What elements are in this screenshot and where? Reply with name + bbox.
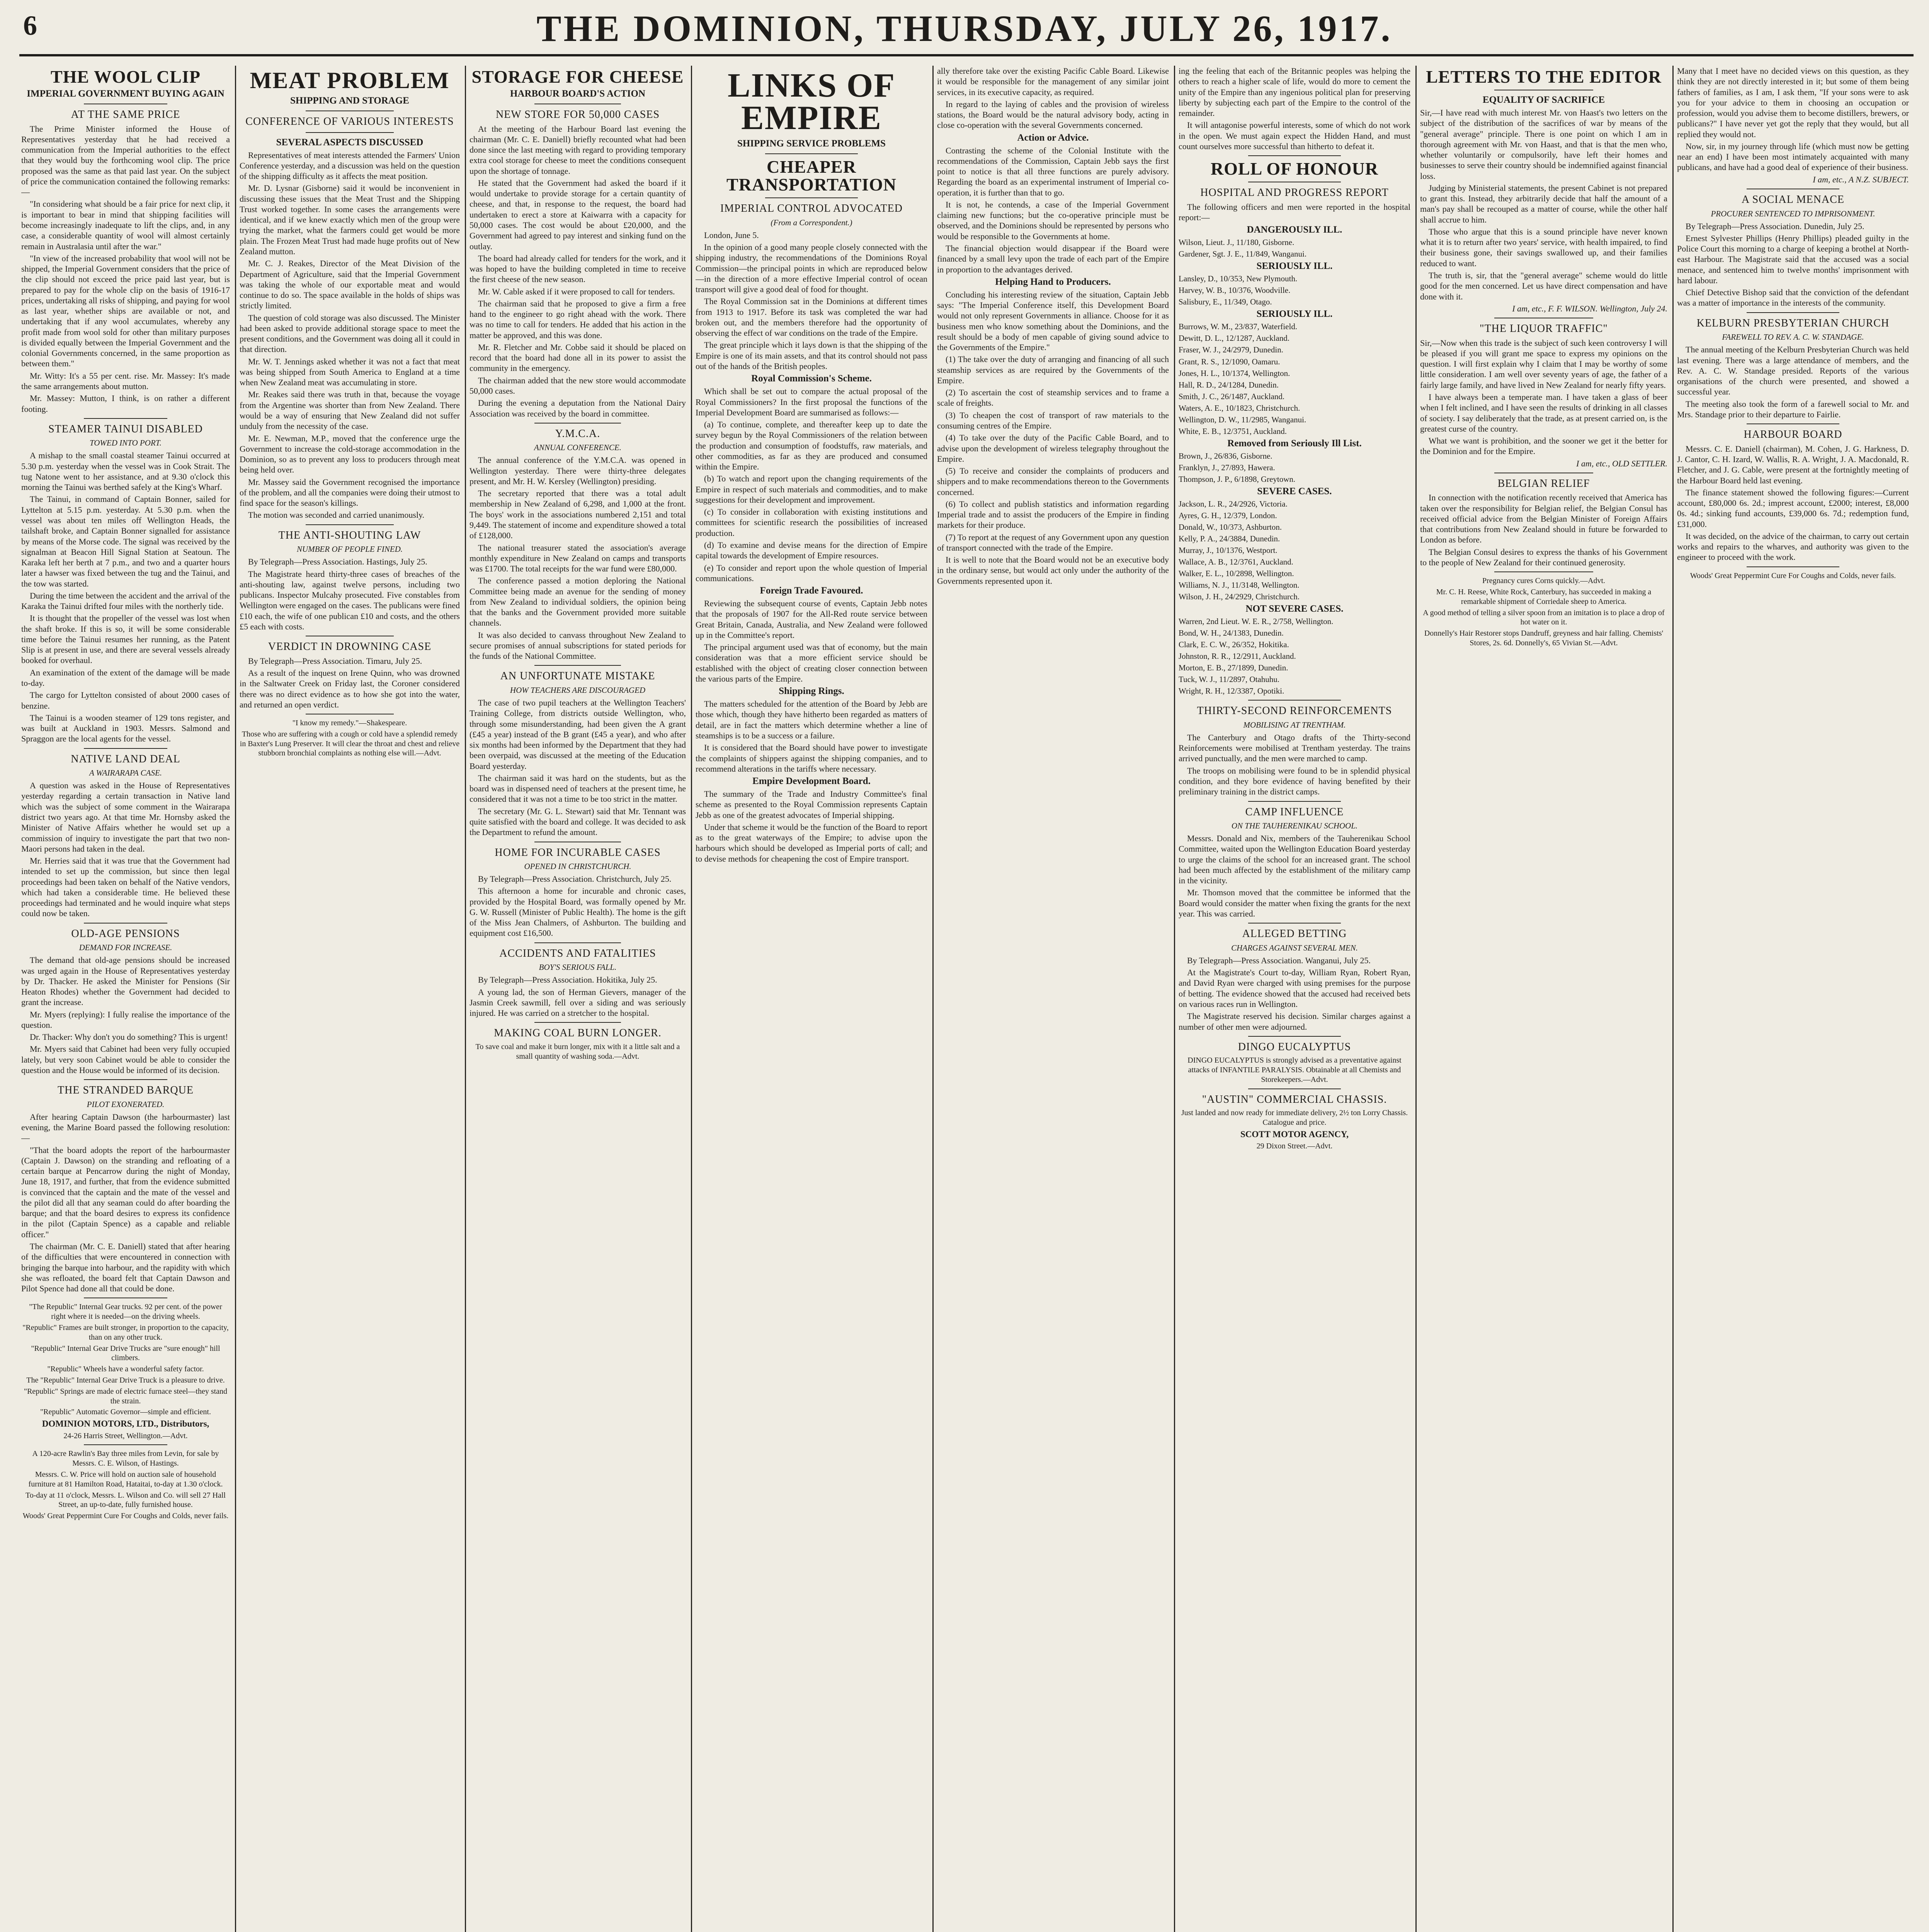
paragraph: An examination of the extent of the damage will be made to-day. (21, 667, 230, 688)
section-heading: STEAMER TAINUI DISABLED (48, 423, 203, 435)
list-item: Franklyn, J., 27/893, Hawera. (1179, 463, 1275, 472)
paragraph: By Telegraph—Press Association. Hokitika, July 25. (478, 975, 657, 985)
paragraph: Messrs. Donald and Nix, members of the Tauherenikau School Committee, waited upon the Wellington Education Board yesterday to urge the claims of the school for an increased grant. The school had been much affected by the establishment of the military camp in the vicinity. (1179, 833, 1410, 886)
headline: CHEAPER TRANSPORTATION (726, 157, 897, 195)
paragraph: The Tainui, in command of Captain Bonner, sailed for Lyttelton at 5.15 p.m. yesterday. At 5.30 p.m. when the vessel was about ten miles off Wellington Heads, the tailshaft broke, and Captain Bonner signalled for assistance by means of the Morse code. The signal was received by the signalman at Beacon Hill Signal Station at Seatoun. The Karaka left her berth at 7 p.m., and two and a quarter hours later a hawser was fixed between the tug and the Tainui, and the tow was started. (21, 494, 230, 588)
paragraph: It was decided, on the advice of the chairman, to carry out certain works and repairs to the wharves, and authority was given to the engineer to proceed with the work. (1677, 531, 1909, 562)
paragraph: Under that scheme it would be the function of the Board to report as to the great waterways of the Empire; to advise upon the harbours which should be developed as Imperial ports of call; and to devise methods for cheapening the cost of Empire transport. (696, 822, 927, 864)
rule (84, 1079, 167, 1080)
advertisement: Those who are suffering with a cough or cold have a splendid remedy in Baxter's Lung Preserver. It will clear the throat and chest and relieve stubborn bronchial complaints as nothing else will.—Advt. (240, 730, 460, 758)
paragraph: Mr. Myers said that Cabinet had been very fully occupied lately, but very soon Cabinet would be able to consider the question and the House would be informed of its decision. (21, 1044, 230, 1075)
section-heading: NEW STORE FOR 50,000 CASES (495, 109, 660, 121)
rule (306, 524, 394, 525)
rule (84, 748, 167, 749)
rule (765, 153, 858, 154)
paragraph: (3) To cheapen the cost of transport of raw materials to the consuming centres of the Empire. (937, 410, 1169, 430)
signature: I am, etc., F. F. WILSON. Wellington, July 24. (1512, 303, 1667, 313)
headline: STORAGE FOR CHEESE (471, 67, 684, 87)
rule (1494, 571, 1593, 572)
column-2 (240, 66, 460, 1932)
subheading: Action or Advice. (1017, 132, 1089, 143)
advertisement: To-day at 11 o'clock, Messrs. L. Wilson and Co. will sell 27 Hall Street, an up-to-date, fully furnished house. (26, 1491, 226, 1509)
list-item: Wright, R. H., 12/3387, Opotiki. (1179, 686, 1284, 696)
paragraph: Mr. D. Lysnar (Gisborne) said it would be inconvenient in discussing these issues that the Meat Trust and the Shipping Trust worked together. In some cases the arrangements were identical, and if we knew exactly which men of the group were trying the market, what the farmers could get would be more plain. The Frozen Meat Trust had made huge profits out of New Zealand mutton. (240, 183, 460, 256)
paragraph: Mr. Massey: Mutton, I think, is on rather a different footing. (21, 393, 230, 414)
headline: MEAT PROBLEM (250, 68, 450, 93)
list-item: Kelly, P. A., 24/3884, Dunedin. (1179, 534, 1280, 543)
advertisement: "Republic" Internal Gear Drive Trucks are "sure enough" hill climbers. (31, 1344, 220, 1362)
paragraph: By Telegraph—Press Association. Hastings, July 25. (248, 557, 427, 567)
list-item: Wallace, A. B., 12/3761, Auckland. (1179, 557, 1293, 566)
rule (534, 942, 621, 943)
paragraph: A mishap to the small coastal steamer Tainui occurred at 5.30 p.m. yesterday when the vessel was in Cook Strait. The tug Natone went to her assistance, and at 9.30 o'clock this morning the Tainui was berthed safely at the King's Wharf. (21, 451, 230, 492)
paragraph: Mr. Massey said the Government recognised the importance of the problem, and all the companies were doing their utmost to find space for the season's killings. (240, 477, 460, 508)
list-item: Brown, J., 26/836, Gisborne. (1179, 451, 1272, 461)
section-heading: "AUSTIN" COMMERCIAL CHASSIS. (1202, 1093, 1387, 1105)
list-item: Burrows, W. M., 23/837, Waterfield. (1179, 322, 1298, 332)
paragraph: Representatives of meat interests attended the Farmers' Union Conference yesterday, and a discussion was held on the question of the shipping difficulty as it affects the meat position. (240, 150, 460, 181)
subheading: HARBOUR BOARD'S ACTION (510, 88, 646, 99)
paragraph: (2) To ascertain the cost of steamship services and to frame a scale of freights. (937, 388, 1169, 408)
subheading: EQUALITY OF SACRIFICE (1482, 95, 1605, 105)
advertisement: 29 Dixon Street.—Advt. (1256, 1142, 1333, 1151)
paragraph: Mr. W. Cable asked if it were proposed to call for tenders. (478, 286, 675, 296)
section-heading: HARBOUR BOARD (1744, 429, 1842, 441)
paragraph: (c) To consider in collaboration with existing institutions and committees for scientific research the possibilities of increased production. (696, 507, 927, 538)
paragraph: I have always been a temperate man. I have taken a glass of beer when I felt inclined, and I have seen the results of drinking in all classes of society. I say deliberately that the trade, as at present carried on, is the greatest curse of the country. (1420, 392, 1667, 434)
paragraph: In regard to the laying of cables and the provision of wireless stations, the Board would be the natural advisory body, acting in close co-operation with the several Governments concerned. (937, 99, 1169, 130)
dateline: PROCURER SENTENCED TO IMPRISONMENT. (1711, 209, 1875, 218)
advertisement: Woods' Great Peppermint Cure For Coughs and Colds, never fails. (1690, 571, 1896, 580)
section-heading: THE STRANDED BARQUE (58, 1084, 194, 1097)
paragraph: The summary of the Trade and Industry Committee's final scheme as presented to the Royal Commission represents Captain Jebb as one of the greatest advocates of Imperial shipping. (696, 789, 927, 820)
list-item: Johnston, R. R., 12/2911, Auckland. (1179, 651, 1296, 661)
rule (306, 132, 394, 133)
paragraph: Mr. Reakes said there was truth in that, because the voyage from the Argentine was shorter than from New Zealand. There would be a way of ensuring that New Zealand did not suffer unduly from the necessity of the case. (240, 389, 460, 431)
dateline: FAREWELL TO REV. A. C. W. STANDAGE. (1722, 332, 1864, 342)
subheading: NOT SEVERE CASES. (1245, 604, 1344, 614)
section-heading: NATIVE LAND DEAL (71, 753, 180, 765)
dateline: DEMAND FOR INCREASE. (79, 943, 172, 952)
headline: ROLL OF HONOUR (1211, 159, 1378, 179)
paragraph: He stated that the Government had asked the board if it would undertake to provide storage for a certain quantity of cheese, and that, in response to the request, the board had undertaken to erect a store at Kaiwarra with a capacity for 50,000 cases. The cost would be about £20,000, and the Government had agreed to pay interest and sinking fund on the outlay. (469, 178, 686, 251)
paragraph: Mr. Herries said that it was true that the Government had intended to set up the commission, but since then legal proceedings had been taken on behalf of the Native vendors, which had taken a considerable time. He believed these proceedings had terminated and he would inquire what steps could now be taken. (21, 856, 230, 918)
dateline: CHARGES AGAINST SEVERAL MEN. (1231, 943, 1358, 952)
section-heading: "THE LIQUOR TRAFFIC" (1480, 323, 1608, 335)
rule (1747, 423, 1839, 424)
paragraph: Mr. R. Fletcher and Mr. Cobbe said it should be placed on record that the board had done all in its power to assist the community in the emergency. (469, 342, 686, 373)
paragraph: The Belgian Consul desires to express the thanks of his Government to the people of New Zealand for their continued generosity. (1420, 547, 1667, 568)
subheading: Foreign Trade Favoured. (760, 585, 863, 596)
section-heading: AT THE SAME PRICE (71, 109, 180, 121)
rule (534, 665, 621, 666)
rule (1248, 155, 1341, 156)
paragraph: The case of two pupil teachers at the Wellington Teachers' Training College, from districts outside Wellington, who, through some misunderstanding, had been given the A grant (£45 a year) instead of the B grant (£45 a year), and who after six months had been informed by the Department that they had been overpaid, was discussed at the meeting of the Education Board yesterday. (469, 698, 686, 771)
subheading: Empire Development Board. (752, 776, 871, 787)
paragraph: The annual meeting of the Kelburn Presbyterian Church was held last evening. There was a large attendance of members, and the Rev. A. C. W. Standage presided. Reports of the various organisations of the church were presented, and showed a successful year. (1677, 345, 1909, 397)
rule (84, 1444, 167, 1445)
paragraph: Which shall be set out to compare the actual proposal of the Royal Commissioners? In the first proposal the functions of the Imperial Development Board are summarised as follows:— (696, 386, 927, 417)
paragraph: "In view of the increased probability that wool will not be shipped, the Imperial Government considers that the price of the clip should not exceed the price paid last year, but is prepared to pay for the whole clip on the basis of 1916-17 prices, undertaking all risks of shipping, and paying for wool as last year, whether ships are available or not, and undertaking that if any wool accumulates, whereby any profit made from wool sold for other than military purposes is divided equally between the Imperial Government and the colonial Governments concerned, in the same proportion as between them." (21, 253, 230, 369)
column-divider (932, 66, 934, 1932)
paragraph: Mr. E. Newman, M.P., moved that the conference urge the Government to increase the cold-storage accommodation in the Dominion, so as to prevent any loss to producers through meat being held over. (240, 433, 460, 475)
page-number: 6 (23, 10, 37, 41)
paragraph: The great principle which it lays down is that the shipping of the Empire is one of its main assets, and that its control should not pass out of the hands of the British peoples. (696, 340, 927, 371)
dateline: HOW TEACHERS ARE DISCOURAGED (510, 685, 646, 695)
paragraph: The motion was seconded and carried unanimously. (248, 510, 425, 520)
paragraph: The annual conference of the Y.M.C.A. was opened in Wellington yesterday. There were thirty-three delegates present, and Mr. H. W. Kersley (Wellington) presiding. (469, 455, 686, 486)
subheading: Royal Commission's Scheme. (751, 373, 872, 384)
column-6 (1179, 66, 1410, 1932)
list-item: Walker, E. L., 10/2898, Wellington. (1179, 569, 1294, 578)
section-heading: VERDICT IN DROWNING CASE (268, 641, 432, 653)
paragraph: The chairman added that the new store would accommodate 50,000 cases. (469, 375, 686, 396)
paragraph: A question was asked in the House of Representatives yesterday regarding a certain transaction in Native land which was the subject of some comment in the Wairarapa district two years ago. At that time Mr. Hornsby asked the Minister of Native Affairs whether he would set up a commission of inquiry to investigate the part that two non-Maori persons had taken in the deal. (21, 781, 230, 854)
list-item: Smith, J. C., 26/1487, Auckland. (1179, 391, 1285, 401)
paragraph: The Royal Commission sat in the Dominions at different times from 1913 to 1917. Before its task was completed the war had broken out, and the members therefore had the opportunity of observing the effect of war conditions on the trade of the Empire. (696, 296, 927, 338)
advertisement: "Republic" Automatic Governor—simple and efficient. (40, 1408, 211, 1417)
advertisement: "The Republic" Internal Gear trucks. 92 per cent. of the power right where it is needed—on the driving wheels. (29, 1303, 222, 1321)
advertisement: "Republic" Frames are built stronger, in proportion to the capacity, than on any other truck. (22, 1323, 229, 1342)
paragraph: The cargo for Lyttelton consisted of about 2000 cases of benzine. (21, 690, 230, 711)
advertisement: "Republic" Springs are made of electric furnace steel—they stand the strain. (24, 1387, 228, 1405)
paragraph: (7) To report at the request of any Government upon any question of transport connected with the trade of the Empire. (937, 532, 1169, 553)
headline: LETTERS TO THE EDITOR (1426, 67, 1662, 87)
column-divider (1672, 66, 1674, 1932)
paragraph: During the time between the accident and the arrival of the Karaka the Tainui drifted four miles with the northerly tide. (21, 590, 230, 611)
section-heading: IMPERIAL CONTROL ADVOCATED (720, 202, 903, 215)
paragraph: Ernest Sylvester Phillips (Henry Phillips) pleaded guilty in the Police Court this morning to a charge of keeping a brothel at North-east Harbour. The Magistrate said that the accused was a social menace, and sentenced him to twelve months' imprisonment with hard labour. (1677, 233, 1909, 285)
paragraph: Mr. W. T. Jennings asked whether it was not a fact that meat was being shipped from South America to England at a time when New Zealand meat was accumulating in store. (240, 356, 460, 388)
rule (765, 197, 858, 198)
paragraph: The Magistrate reserved his decision. Similar charges against a number of other men were adjourned. (1179, 1011, 1410, 1032)
rule (1248, 1088, 1341, 1089)
paragraph: "In considering what should be a fair price for next clip, it is important to bear in mind that shipping facilities will become increasingly inadequate to lift the clips, and, in any case, a considerable quantity of wool will almost certainly remain in Australasia until after the war." (21, 199, 230, 251)
advertisement: DINGO EUCALYPTUS is strongly advised as a preventative against attacks of INFANTILE PARALYSIS. Obtainable at all Chemists and Storekeepers.—Advt. (1187, 1056, 1402, 1084)
paragraph: Sir,—I have read with much interest Mr. von Haast's two letters on the subject of the distribution of the sacrifices of war by means of the "general average" principle. There is one point on which I am in thorough agreement with Mr. von Haast, and that is that the men who, whether voluntarily or compulsorily, have left their homes and businesses to serve their country should be indemnified against financial loss. (1420, 108, 1667, 181)
subheading: DANGEROUSLY ILL. (1247, 224, 1342, 235)
rule (1248, 801, 1341, 802)
advertisement: Messrs. C. W. Price will hold on auction sale of household furniture at 81 Hamilton Road, Hataitai, to-day at 1.30 o'clock. (28, 1470, 223, 1488)
paragraph: By Telegraph—Press Association. Wanganui, July 25. (1187, 955, 1371, 965)
paragraph: Now, sir, in my journey through life (which must now be getting near an end) I have been most intimately acquainted with many publicans, and have had a good deal of experience of their business. (1677, 141, 1909, 172)
paragraph: Chief Detective Bishop said that the conviction of the defendant was a matter of importance in the interests of the community. (1677, 287, 1909, 308)
paragraph: As a result of the inquest on Irene Quinn, who was drowned in the Saltwater Creek on Friday last, the Coroner considered there was no direct evidence as to how she got into the water, and returned an open verdict. (240, 668, 460, 709)
list-item: Jones, H. L., 10/1374, Wellington. (1179, 368, 1290, 378)
advertisement-name: SCOTT MOTOR AGENCY, (1240, 1129, 1349, 1139)
paragraph: The matters scheduled for the attention of the Board by Jebb are those which, though they have hitherto been regarded as matters of detail, are in fact the matters which determine whether a line of steamships is to be a success or a failure. (696, 699, 927, 740)
paragraph: During the evening a deputation from the National Dairy Association was received by the board in committee. (469, 398, 686, 418)
list-item: Wilson, J. H., 24/2929, Christchurch. (1179, 592, 1300, 602)
paragraph: London, June 5. (704, 230, 759, 240)
paragraph: The chairman said that he proposed to give a firm a free hand to the engineer to go right ahead with the work. There was no time to call for tenders. He added that his action in the matter be approved, and this was done. (469, 298, 686, 340)
dateline: MOBILISING AT TRENTHAM. (1243, 720, 1346, 730)
paragraph: At the meeting of the Harbour Board last evening the chairman (Mr. C. E. Daniell) briefly recounted what had been done since the last meeting with regard to providing temporary extra cool storage for cheese to meet the conditions consequent upon the shortage of tonnage. (469, 124, 686, 176)
headline: THE WOOL CLIP (51, 67, 201, 87)
list-item: Williams, N. J., 11/3148, Wellington. (1179, 580, 1300, 590)
subheading: SHIPPING SERVICE PROBLEMS (737, 138, 886, 149)
paragraph: The national treasurer stated the association's average monthly expenditure in New Zealand on camps and transports was £1700. The total receipts for the war fund were £80,000. (469, 543, 686, 574)
signature: I am, etc., A N.Z. SUBJECT. (1813, 174, 1909, 184)
section-heading: Y.M.C.A. (555, 427, 600, 440)
column-8 (1677, 66, 1909, 1932)
paragraph: By Telegraph—Press Association. Christchurch, July 25. (478, 874, 672, 884)
column-1 (21, 66, 230, 1932)
section-heading: CAMP INFLUENCE (1245, 806, 1344, 818)
advertisement: Pregnancy cures Corns quickly.—Advt. (1482, 577, 1606, 585)
dateline: NUMBER OF PEOPLE FINED. (296, 544, 403, 554)
paragraph: By Telegraph—Press Association. Dunedin, July 25. (1686, 221, 1864, 231)
advertisement: To save coal and make it burn longer, mix with it a little salt and a small quantity of washing soda.—Advt. (475, 1043, 680, 1061)
advertisement: Mr. C. H. Reese, White Rock, Canterbury, has succeeded in making a remarkable shipment of Corriedale sheep to America. (1436, 588, 1652, 606)
paragraph: The principal argument used was that of economy, but the main consideration was that a more efficient service should be established with the object of creating closer connection between the various parts of the Empire. (696, 642, 927, 684)
masthead-rule (19, 54, 1914, 56)
list-item: White, E. B., 12/3751, Auckland. (1179, 426, 1287, 436)
column-4 (696, 66, 927, 1932)
list-item: Gardener, Sgt. J. E., 11/849, Wanganui. (1179, 249, 1307, 259)
paragraph: Dr. Thacker: Why don't you do something? This is urgent! (30, 1032, 228, 1042)
rule (1747, 312, 1839, 313)
list-item: Lansley, D., 10/353, New Plymouth. (1179, 274, 1298, 284)
dateline: BOY'S SERIOUS FALL. (539, 963, 617, 972)
paragraph: It is not, he contends, a case of the Imperial Government claiming new functions; but the co-operative principle must be observed, and the Dominions should be represented by persons who would be responsible to the Governments at home. (937, 199, 1169, 241)
advertisement: Woods' Great Peppermint Cure For Coughs and Colds, never fails. (22, 1512, 229, 1520)
section-heading: MAKING COAL BURN LONGER. (494, 1027, 662, 1039)
paragraph: Those who argue that this is a sound principle have never known what it is to return after two years' service, with health impaired, to find their business gone, their savings swallowed up, and their families reduced to want. (1420, 226, 1667, 268)
paragraph: The conference passed a motion deploring the National Committee being made an avenue for the sending of money from New Zealand to individual soldiers, the opinion being that the banks and the Government provided more suitable channels. (469, 576, 686, 628)
list-item: Hall, R. D., 24/1284, Dunedin. (1179, 380, 1279, 389)
section-heading: KELBURN PRESBYTERIAN CHURCH (1696, 317, 1890, 329)
paragraph: "That the board adopts the report of the harbourmaster (Captain J. Dawson) on the stranding and refloating of a certain barque at Pencarrow during the night of Monday, June 18, 1917, and further, that from the evidence submitted is convinced that the captain and the mate of the vessel and the pilot did all that any seaman could do after boarding the barque; and that the board desires to express its confidence in the pilot (Captain Spence) as a capable and reliable officer." (21, 1145, 230, 1239)
list-item: Morton, E. B., 27/1899, Dunedin. (1179, 663, 1288, 673)
section-heading: CONFERENCE OF VARIOUS INTERESTS (245, 116, 454, 128)
paragraph: Contrasting the scheme of the Colonial Institute with the recommendations of the Commission, Captain Jebb says the first point to notice is that all three functions are purely advisory. Regarding the board as an experimental instrument of Imperial co-operation, it is further than that to go. (937, 145, 1169, 197)
list-item: Waters, A. E., 10/1823, Christchurch. (1179, 403, 1300, 413)
column-5 (937, 66, 1169, 1932)
list-item: Wellington, D. W., 11/2985, Wanganui. (1179, 415, 1306, 424)
subheading: SEVERAL ASPECTS DISCUSSED (276, 137, 424, 148)
paragraph: What we want is prohibition, and the sooner we get it the better for the Dominion and for the Empire. (1420, 436, 1667, 456)
list-item: Ayres, G. H., 12/379, London. (1179, 510, 1277, 520)
list-item: Thompson, J. P., 6/1898, Greytown. (1179, 474, 1296, 484)
dateline: TOWED INTO PORT. (89, 438, 162, 448)
signature: I am, etc., OLD SETTLER. (1576, 458, 1667, 468)
paragraph: The Canterbury and Otago drafts of the Thirty-second Reinforcements were mobilised at Trentham yesterday. The trains arrived punctually, and the men were marched to camp. (1179, 732, 1410, 764)
paragraph: (a) To continue, complete, and thereafter keep up to date the survey begun by the Royal Commissioners of the relation between the production and consumption of foodstuffs, raw materials, and other commodities, as far as they are produced and consumed within the Empire. (696, 420, 927, 472)
paragraph: It will antagonise powerful interests, some of which do not work in the open. We must again expect the Hidden Hand, and must count ourselves more successful than hitherto to defeat it. (1179, 120, 1410, 151)
section-heading: THIRTY-SECOND REINFORCEMENTS (1197, 705, 1392, 717)
subheading: Shipping Rings. (779, 686, 844, 697)
paragraph: In connection with the notification recently received that America has taken over the responsibility for Belgian relief, the Belgian Consul has received official advice from the Belgian Minister of Foreign Affairs that contributions from New Zealand should in future be forwarded to London as before. (1420, 493, 1667, 545)
paragraph: At the Magistrate's Court to-day, William Ryan, Robert Ryan, and David Ryan were charged with using premises for the purpose of betting. The evidence showed that the accused had received bets on various races run in Wellington. (1179, 968, 1410, 1009)
paragraph: The board had already called for tenders for the work, and it was hoped to have the building completed in time to receive the first cheese of the new season. (469, 253, 686, 284)
subheading: Removed from Seriously Ill List. (1227, 438, 1362, 449)
advertisement: The "Republic" Internal Gear Drive Truck is a pleasure to drive. (26, 1376, 225, 1384)
paragraph: (e) To consider and report upon the whole question of Imperial communications. (696, 563, 927, 583)
list-item: Grant, R. S., 12/1090, Oamaru. (1179, 357, 1280, 366)
paragraph: (1) The take over the duty of arranging and financing of all such steamship services as are required by the Governments of the Empire. (937, 354, 1169, 385)
advertisement: "Republic" Wheels have a wonderful safety factor. (47, 1365, 204, 1374)
subheading: IMPERIAL GOVERNMENT BUYING AGAIN (27, 88, 225, 99)
column-3 (469, 66, 686, 1932)
newspaper-title: THE DOMINION, THURSDAY, JULY 26, 1917. (536, 8, 1393, 49)
advertisement: A good method of telling a silver spoon from an imitation is to place a drop of hot water on it. (1423, 608, 1665, 627)
paragraph: Sir,—Now when this trade is the subject of such keen controversy I will be pleased if you will grant me space to express my opinions on the question. I will first explain why I claim that I may be worthy of some little consideration. I am well over seventy years of age, the father of a fairly large family, and have lived in New Zealand for nearly fifty years. (1420, 338, 1667, 390)
subheading: SEVERE CASES. (1257, 486, 1332, 497)
column-divider (1415, 66, 1417, 1932)
paragraph: The following officers and men were reported in the hospital report:— (1179, 202, 1410, 222)
rule (1248, 1036, 1341, 1037)
paragraph: The demand that old-age pensions should be increased was urged again in the House of Representatives yesterday by Dr. Thacker. He asked the Minister for Pensions (Sir Heaton Rhodes) whether the Government had decided to grant the increase. (21, 955, 230, 1007)
section-heading: A SOCIAL MENACE (1742, 193, 1844, 206)
section-heading: AN UNFORTUNATE MISTAKE (500, 670, 655, 682)
advertisement-name: DOMINION MOTORS, LTD., Distributors, (42, 1419, 209, 1429)
paragraph: The question of cold storage was also discussed. The Minister had been asked to provide additional storage space to meet the present conditions, and the Government was doing all it could in that direction. (240, 313, 460, 354)
list-item: Bond, W. H., 24/1383, Dunedin. (1179, 628, 1284, 638)
paragraph: The Tainui is a wooden steamer of 129 tons register, and was built at Auckland in 1903. Messrs. Salmond and Spraggon are the local agents for the vessel. (21, 713, 230, 744)
paragraph: The secretary reported that there was a total adult membership in New Zealand of 6,298, and 1,000 at the front. The boys' work in the associations numbered 2,151 and total 9,449. The statement of income and expenditure showed a total of £128,000. (469, 488, 686, 541)
paragraph: Mr. Thomson moved that the committee be informed that the Board would consider the matter when fixing the grants for the next year. This was carried. (1179, 888, 1410, 919)
paragraph: The Prime Minister informed the House of Representatives yesterday that he had received a communication from the Imperial authorities to the effect that they would buy the forthcoming wool clip. The price proposed was the same as that paid last year. On the subject of price the communication contained the following remarks:— (21, 124, 230, 197)
paragraph: In the opinion of a good many people closely connected with the shipping industry, the recommendations of the Dominions Royal Commission—the principal points in which are reproduced below—in the direction of a more effective Imperial control of ocean transport will give a good deal of food for thought. (696, 242, 927, 294)
advertisement: 24-26 Harris Street, Wellington.—Advt. (63, 1431, 188, 1440)
paragraph: (6) To collect and publish statistics and information regarding Imperial trade and to assist the producers of the Empire in finding markets for their produce. (937, 499, 1169, 530)
paragraph: It is well to note that the Board would not be an executive body in the ordinary sense, but would act only under the authority of the Governments represented upon it. (937, 555, 1169, 586)
list-item: Murray, J., 10/1376, Westport. (1179, 545, 1277, 555)
section-heading: DINGO EUCALYPTUS (1238, 1041, 1351, 1053)
rule (84, 418, 167, 419)
list-item: Dewitt, D. L., 12/1287, Auckland. (1179, 333, 1289, 343)
paragraph: This afternoon a home for incurable and chronic cases, provided by the Hospital Board, was formally opened by Mr. G. W. Russell (Minister of Public Health). The home is the gift of the Miss Jean Chalmers, of Ashburton. The building and equipment cost £16,500. (469, 886, 686, 938)
paragraph: The chairman (Mr. C. E. Daniell) stated that after hearing of the difficulties that were encountered in connection with bringing the barque into harbour, and the rapidity with which she was refloated, the board felt that Captain Dawson and Pilot Spence had done all that could be done. (21, 1242, 230, 1294)
list-item: Warren, 2nd Lieut. W. E. R., 2/758, Wellington. (1179, 617, 1334, 626)
section-heading: THE ANTI-SHOUTING LAW (278, 529, 421, 541)
section-heading: OLD-AGE PENSIONS (71, 927, 180, 940)
paragraph: The Magistrate heard thirty-three cases of breaches of the anti-shouting law, against twelve persons, including two publicans. Inspector Mulcahy prosecuted. Five constables from Wellington were engaged on the cases. The publicans were fined £10 each, the wife of one publican £10 and costs, and the others £5 each with costs. (240, 569, 460, 631)
list-item: Jackson, L. R., 24/2926, Victoria. (1179, 499, 1288, 509)
paragraph: The meeting also took the form of a farewell social to Mr. and Mrs. Standage prior to their departure to Fairlie. (1677, 399, 1909, 419)
paragraph: (5) To receive and consider the complaints of producers and shippers and to make recommendations thereon to the Governments concerned. (937, 466, 1169, 497)
subheading: SERIOUSLY ILL. (1256, 309, 1333, 320)
section-heading: BELGIAN RELIEF (1497, 477, 1590, 490)
headline: LINKS OF EMPIRE (727, 67, 896, 137)
subheading: Helping Hand to Producers. (995, 276, 1111, 287)
paragraph: (d) To examine and devise means for the direction of Empire capital towards the development of Empire resources. (696, 540, 927, 561)
paragraph: The troops on mobilising were found to be in splendid physical condition, and they bore evidence of having benefited by their preliminary training in the district camps. (1179, 765, 1410, 797)
section-heading: ACCIDENTS AND FATALITIES (499, 947, 656, 959)
paragraph: Concluding his interesting review of the situation, Captain Jebb says: "The Imperial Conference itself, this Development Board would not only represent Governments in alliance. Choose for it as business men who know something about the Dominions, and the result should be a body of men capable of giving sound advice to the Governments of the Empire." (937, 289, 1169, 352)
list-item: Wilson, Lieut. J., 11/180, Gisborne. (1179, 238, 1295, 247)
dateline: PILOT EXONERATED. (87, 1099, 165, 1109)
paragraph: Mr. Myers (replying): I fully realise the importance of the question. (21, 1009, 230, 1030)
dateline: (From a Correspondent.) (771, 218, 852, 227)
paragraph: Mr. C. J. Reakes, Director of the Meat Division of the Department of Agriculture, said that the Imperial Government was taking the whole of our exportable meat and would continue to do so. The space available in the holds of ships was strictly limited. (240, 259, 460, 311)
list-item: Fraser, W. J., 24/2979, Dunedin. (1179, 345, 1283, 355)
list-item: Clark, E. C. W., 26/352, Hokitika. (1179, 640, 1289, 650)
column-divider (691, 66, 692, 1932)
advertisement: A 120-acre Rawlin's Bay three miles from Levin, for sale by Messrs. C. E. Wilson, of Hastings. (32, 1449, 219, 1468)
paragraph: (b) To watch and report upon the changing requirements of the Empire in respect of such materials and commodities, and to make suggestions for their development and improvement. (696, 474, 927, 505)
subheading: SERIOUSLY ILL. (1256, 261, 1333, 272)
list-item: Tuck, W. J., 11/2897, Otahuhu. (1179, 675, 1279, 684)
paragraph: Messrs. C. E. Daniell (chairman), M. Cohen, J. G. Harkness, D. J. Cantor, C. H. Izard, W. Wallis, R. A. Wright, J. A. Macdonald, R. Fletcher, and J. G. Cable, were present at the fortnightly meeting of the Harbour Board held last evening. (1677, 444, 1909, 485)
paragraph: (4) To take over the duty of the Pacific Cable Board, and to advise upon the development of wireless telegraphy throughout the Empire. (937, 433, 1169, 464)
subheading: SHIPPING AND STORAGE (290, 95, 409, 106)
advertisement: Just landed and now ready for immediate delivery, 2½ ton Lorry Chassis. Catalogue and price. (1181, 1109, 1408, 1127)
paragraph: Many that I meet have no decided views on this question, as they think they are not directly interested in it; but some of them being fathers of families, as I am, I ask them, "If your sons were to ask you for your advice to them in choosing an occupation or profession, would you advise them to become distillers, brewers, or publicans?" I have never yet got the reply that they would, but all replied they would not. (1677, 66, 1909, 139)
paragraph: Mr. Witty: It's a 55 per cent. rise. Mr. Massey: It's made the same arrangements about mutton. (21, 371, 230, 391)
paragraph: The secretary (Mr. G. L. Stewart) said that Mr. Tennant was quite satisfied with the board and college. It was decided to ask the Department to refund the amount. (469, 806, 686, 837)
column-divider (465, 66, 466, 1932)
paragraph: ally therefore take over the existing Pacific Cable Board. Likewise it would be responsible for the management of any similar joint services, in its executive capacity, as required. (937, 66, 1169, 97)
advertisement: "I know my remedy."—Shakespeare. (292, 719, 407, 728)
paragraph: It is considered that the Board should have power to investigate the complaints of shippers against the shipping companies, and to recommend alterations in the tariffs where necessary. (696, 743, 927, 774)
dateline: OPENED IN CHRISTCHURCH. (524, 862, 631, 871)
paragraph: Reviewing the subsequent course of events, Captain Jebb notes that the proposals of 1907 for the All-Red route service between Great Britain, Canada, Australia, and New Zealand were followed up in the Committee's report. (696, 599, 927, 640)
dateline: ANNUAL CONFERENCE. (534, 443, 621, 452)
dateline: ON THE TAUHERENIKAU SCHOOL. (1231, 821, 1358, 831)
list-item: Salisbury, E., 11/349, Otago. (1179, 297, 1272, 307)
paragraph: It is thought that the propeller of the vessel was lost when the shaft broke. If this is so, it will be some considerable time before the Tainui resumes her running, as the Patent Slip is at present in use, and there are several vessels already booked for overhaul. (21, 613, 230, 665)
paragraph: ing the feeling that each of the Britannic peoples was helping the others to reach a higher scale of life, would do more to cement the unity of the Empire than any ingenious political plan for preserving liberty by subjecting each part of the Empire to the control of the remainder. (1179, 66, 1410, 118)
paragraph: After hearing Captain Dawson (the harbourmaster) last evening, the Marine Board passed the following resolution:— (21, 1112, 230, 1143)
dateline: A WAIRARAPA CASE. (89, 768, 162, 778)
masthead (0, 0, 1929, 58)
paragraph: The truth is, sir, that the "general average" scheme would do little good for the men concerned. Let us have direct compensation and have done with it. (1420, 270, 1667, 301)
paragraph: The financial objection would disappear if the Board were financed by a small levy upon the trade of each part of the Empire in proportion to the advantages derived. (937, 243, 1169, 274)
paragraph: A young lad, the son of Herman Gievers, manager of the Jasmin Creek sawmill, fell over a siding and was seriously injured. He was carried on a stretcher to the hospital. (469, 987, 686, 1018)
column-7 (1420, 66, 1667, 1932)
paragraph: By Telegraph—Press Association. Timaru, July 25. (248, 656, 422, 666)
paragraph: The chairman said it was hard on the students, but as the board was in dispensed need of teachers at the present time, he considered that it was not a time to be too strict in the matter. (469, 773, 686, 804)
section-heading: HOSPITAL AND PROGRESS REPORT (1200, 187, 1389, 199)
advertisement: Donnelly's Hair Restorer stops Dandruff, greyness and hair falling. Chemists' Stores, 2s. 6d. Donnelly's, 65 Vivian St.—Advt. (1424, 629, 1664, 648)
column-divider (1174, 66, 1175, 1932)
paragraph: Judging by Ministerial statements, the present Cabinet is not prepared to grant this. Instead, they arbitrarily decide that half the amount of a man's pay shall be recouped as a matter of course, while the other half shall accrue to him. (1420, 183, 1667, 224)
rule (1747, 566, 1839, 567)
paragraph: The finance statement showed the following figures:—Current account, £80,000 6s. 2d.; imprest account, £2000; interest, £8,000 0s. 4d.; sinking fund accounts, £39,000 6s. 7d.; redemption fund, £31,000. (1677, 487, 1909, 529)
list-item: Harvey, W. B., 10/376, Woodville. (1179, 286, 1291, 295)
section-heading: HOME FOR INCURABLE CASES (495, 846, 661, 859)
rule (534, 1022, 621, 1023)
section-heading: ALLEGED BETTING (1242, 928, 1347, 940)
paragraph: It was also decided to canvass throughout New Zealand to secure promises of annual subscriptions for stated periods for the funds of the National Committee. (469, 630, 686, 661)
list-item: Donald, W., 10/373, Ashburton. (1179, 522, 1282, 532)
rule (1248, 700, 1341, 701)
column-divider (235, 66, 236, 1932)
